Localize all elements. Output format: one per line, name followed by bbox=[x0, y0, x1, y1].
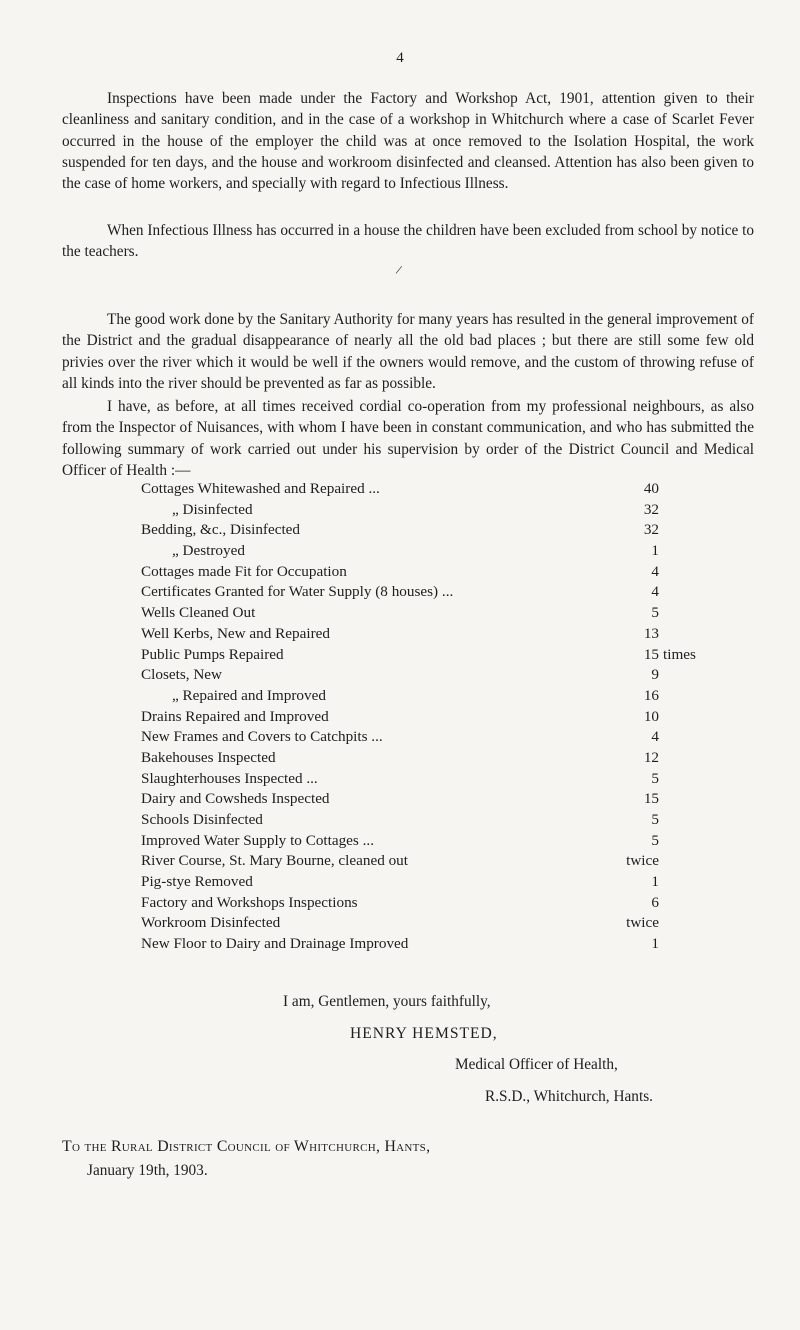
summary-value: 16 bbox=[643, 686, 659, 704]
page-number: 4 bbox=[396, 50, 404, 66]
summary-row bbox=[141, 686, 741, 707]
summary-label: Public Pumps Repaired bbox=[141, 645, 284, 663]
summary-label: Bakehouses Inspected bbox=[141, 748, 276, 766]
summary-row bbox=[141, 872, 741, 893]
summary-value: 10 bbox=[643, 707, 659, 725]
addressee-line: To the Rural District Council of Whitchurch, Hants, bbox=[62, 1138, 431, 1155]
summary-row bbox=[141, 500, 741, 521]
summary-label: New Floor to Dairy and Drainage Improved bbox=[141, 935, 409, 953]
summary-value: 5 bbox=[651, 604, 659, 622]
pencil-mark: / bbox=[394, 261, 404, 278]
summary-value: 13 bbox=[643, 624, 659, 642]
summary-row bbox=[141, 727, 741, 748]
summary-label: Certificates Granted for Water Supply (8 houses) ... bbox=[141, 583, 454, 601]
summary-value: 4 bbox=[651, 583, 659, 601]
summary-value: 5 bbox=[651, 811, 659, 828]
summary-row bbox=[141, 913, 741, 934]
summary-value: 15 bbox=[643, 645, 659, 663]
paragraph-sanitary-improvement: The good work done by the Sanitary Authority for many years has resulted in the general improvement of the District and the gradual disappearance of nearly all the old bad places ; but there are still some few old privies over the river which it would be well if the owners would remove, and the custom of throwing refuse of all kinds into the river should be prevented as far as possible. bbox=[62, 311, 754, 392]
summary-label: Well Kerbs, New and Repaired bbox=[141, 624, 330, 642]
paragraph-cooperation: I have, as before, at all times received cordial co-operation from my professional neighbours, as also from the Inspector of Nuisances, with whom I have been in constant communication, and who has submitted the following summary of work carried out under his supervision by order of the District Council and Medical Officer of Health :— bbox=[62, 398, 754, 479]
closing-line: I am, Gentlemen, yours faithfully, bbox=[283, 993, 491, 1010]
summary-value: 4 bbox=[651, 562, 659, 580]
summary-label: Drains Repaired and Improved bbox=[141, 707, 329, 725]
summary-row bbox=[141, 810, 741, 831]
summary-row bbox=[141, 603, 741, 624]
summary-label: Improved Water Supply to Cottages ... bbox=[141, 831, 375, 849]
summary-label: Wells Cleaned Out bbox=[141, 604, 256, 622]
summary-label: Workroom Disinfected bbox=[141, 914, 281, 932]
summary-label: „ Repaired and Improved bbox=[172, 686, 326, 704]
summary-row bbox=[141, 769, 741, 790]
signatory-name: HENRY HEMSTED, bbox=[350, 1025, 498, 1042]
paragraph-school-exclusion: When Infectious Illness has occurred in a house the children have been excluded from school by notice to the teachers. bbox=[62, 222, 754, 261]
summary-label: River Course, St. Mary Bourne, cleaned out bbox=[141, 852, 408, 870]
summary-label: Slaughterhouses Inspected ... bbox=[141, 769, 318, 787]
summary-label: Schools Disinfected bbox=[141, 811, 263, 828]
summary-row bbox=[141, 520, 741, 541]
summary-row bbox=[141, 645, 741, 666]
summary-label: Bedding, &c., Disinfected bbox=[141, 521, 301, 539]
summary-row bbox=[141, 851, 741, 872]
summary-row bbox=[141, 582, 741, 603]
summary-value: 5 bbox=[651, 769, 659, 787]
work-summary-list bbox=[141, 479, 741, 955]
summary-value: 5 bbox=[651, 831, 659, 849]
summary-label: Cottages made Fit for Occupation bbox=[141, 562, 347, 580]
summary-value: 32 bbox=[643, 500, 659, 518]
summary-label: Closets, New bbox=[141, 666, 222, 684]
summary-row bbox=[141, 562, 741, 583]
summary-row bbox=[141, 893, 741, 914]
summary-value: 4 bbox=[651, 728, 659, 746]
summary-label: New Frames and Covers to Catchpits ... bbox=[141, 728, 383, 746]
signatory-district: R.S.D., Whitchurch, Hants. bbox=[485, 1088, 653, 1105]
summary-value: 40 bbox=[643, 480, 659, 497]
summary-value: 1 bbox=[651, 873, 659, 891]
summary-row bbox=[141, 541, 741, 562]
summary-label: „ Destroyed bbox=[172, 542, 245, 560]
summary-label: Dairy and Cowsheds Inspected bbox=[141, 790, 330, 808]
summary-row bbox=[141, 624, 741, 645]
summary-value: 9 bbox=[651, 666, 659, 684]
summary-row bbox=[141, 707, 741, 728]
summary-value: 1 bbox=[651, 935, 659, 953]
summary-row bbox=[141, 831, 741, 852]
summary-row bbox=[141, 934, 741, 955]
summary-value: 6 bbox=[651, 893, 659, 911]
summary-row bbox=[141, 479, 741, 500]
summary-label: Pig-stye Removed bbox=[141, 873, 253, 891]
summary-value: twice bbox=[626, 914, 659, 932]
signatory-title: Medical Officer of Health, bbox=[455, 1056, 618, 1073]
summary-label: „ Disinfected bbox=[172, 500, 253, 518]
summary-row bbox=[141, 665, 741, 686]
summary-value: 15 bbox=[643, 790, 659, 808]
summary-row bbox=[141, 748, 741, 769]
summary-value: twice bbox=[626, 852, 659, 870]
summary-label: Factory and Workshops Inspections bbox=[141, 893, 358, 911]
paragraph-factory-inspections: Inspections have been made under the Factory and Workshop Act, 1901, attention given to their cleanliness and sanitary condition, and in the case of a workshop in Whitchurch where a case of Scarlet Fever occurred in the house of the employer the child was at once removed to the Isolation Hospital, the work suspended for ten days, and the house and workroom disinfected and cleansed. Attention has also been given to the case of home workers, and specially with regard to Infectious Illness. bbox=[62, 90, 754, 193]
summary-value: 32 bbox=[643, 521, 659, 539]
summary-value: 1 bbox=[651, 542, 659, 560]
summary-label: Cottages Whitewashed and Repaired ... bbox=[141, 480, 380, 497]
summary-unit: times bbox=[663, 645, 696, 663]
summary-row bbox=[141, 789, 741, 810]
summary-value: 12 bbox=[643, 748, 659, 766]
letter-date: January 19th, 1903. bbox=[87, 1162, 208, 1179]
